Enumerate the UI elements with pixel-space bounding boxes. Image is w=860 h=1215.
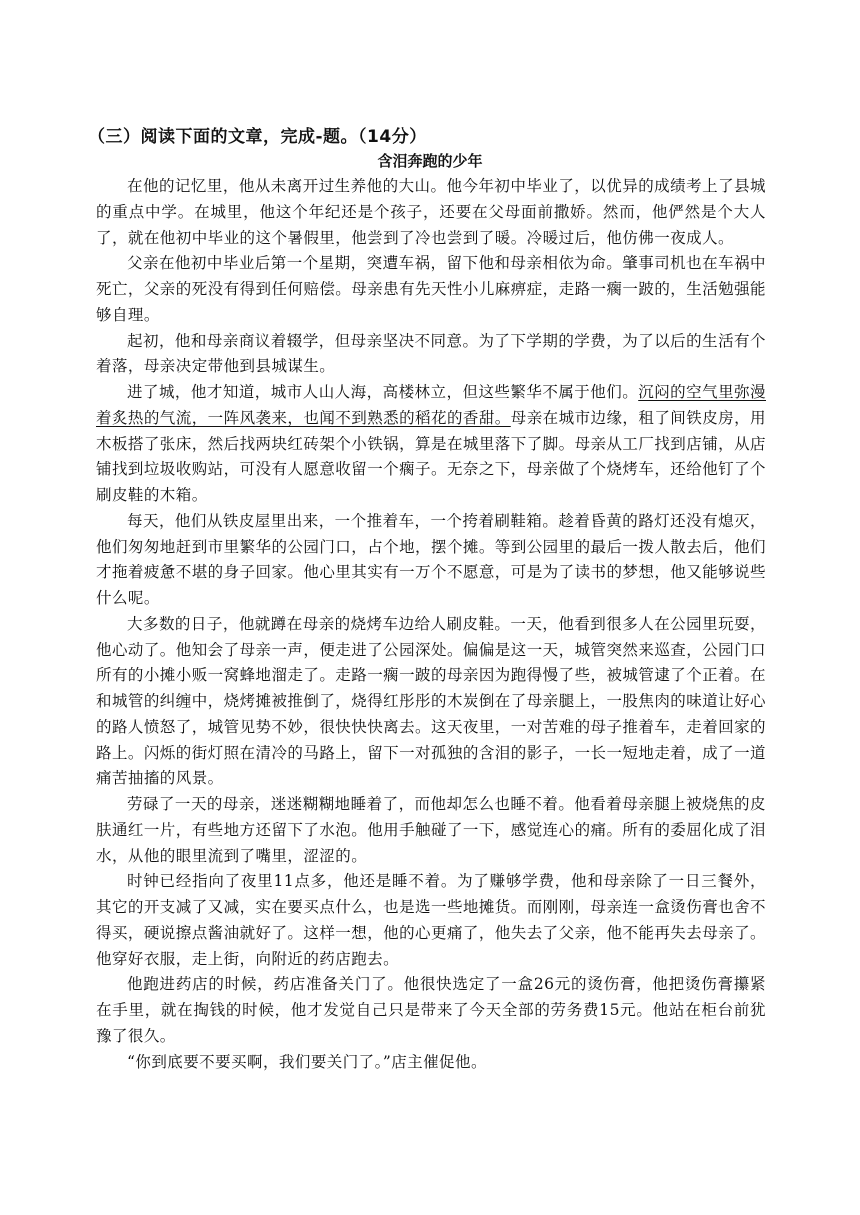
paragraph-7: 劳碌了一天的母亲，迷迷糊糊地睡着了，而他却怎么也睡不着。他看着母亲腿上被烧焦的皮肤通红一片，有些地方还留下了水泡。他用手触碰了一下，感觉连心的痛。所有的委屈化成了泪水，从他的眼里流到了嘴里，涩涩的。 [96,795,766,865]
paragraph-5: 每天，他们从铁皮屋里出来，一个推着车，一个挎着刷鞋箱。趁着昏黄的路灯还没有熄灭，他们匆匆地赶到市里繁华的公园门口，占个地，摆个摊。等到公园里的最后一拨人散去后，他们才拖着疲惫不堪的身子回家。他心里其实有一万个不愿意，可是为了读书的梦想，他又能够说些什么呢。 [96,511,766,607]
article-body [96,174,766,1075]
paragraph-4-rest: 母亲在城市边缘，租了间铁皮房，用木板搭了张床，然后找两块红砖架个小铁锅，算是在城里落下了脚。母亲从工厂找到店铺，从店铺找到垃圾收购站，可没有人愿意收留一个瘸子。无奈之下，母亲做了个烧烤车，还给他钉了个刷皮鞋的木箱。 [96,408,767,504]
paragraph-3: 起初，他和母亲商议着辍学，但母亲坚决不同意。为了下学期的学费，为了以后的生活有个着落，母亲决定带他到县城谋生。 [96,331,766,376]
underlined-sentence: 沉闷的空气里弥漫着炙热的气流，一阵风袭来，也闻不到熟悉的稻花的香甜。 [96,383,766,427]
section-heading: （三）阅读下面的文章，完成-题。（14分） [88,127,427,147]
paragraph-8: 时钟已经指向了夜里11点多，他还是睡不着。为了赚够学费，他和母亲除了一日三餐外，其它的开支减了又减，实在要买点什么，也是选一些地摊货。而刚刚，母亲连一盒烫伤膏也舍不得买，硬说擦点酱油就好了。这样一想，他的心更痛了，他失去了父亲，他不能再失去母亲了。他穿好衣服，走上街，向附近的药店跑去。 [96,872,766,968]
paragraph-1: 在他的记忆里，他从未离开过生养他的大山。他今年初中毕业了，以优异的成绩考上了县城的重点中学。在城里，他这个年纪还是个孩子，还要在父母面前撒娇。然而，他俨然是个大人了，就在他初中毕业的这个暑假里，他尝到了冷也尝到了暖。冷暖过后，他仿佛一夜成人。 [96,177,766,247]
paragraph-4 [96,380,766,509]
paragraph-9: 他跑进药店的时候，药店准备关门了。他很快选定了一盒26元的烫伤膏，他把烫伤膏攥紧在手里，就在掏钱的时候，他才发觉自己只是带来了今天全部的劳务费15元。他站在柜台前犹豫了很久。 [96,975,766,1045]
article-title: 含泪奔跑的少年 [377,152,483,170]
paragraph-10: “你到底要不要买啊，我们要关门了。”店主催促他。 [127,1052,487,1071]
paragraph-4-lead: 进了城，他才知道，城市人山人海，高楼林立，但这些繁华不属于他们。 [127,383,639,401]
paragraph-6: 大多数的日子，他就蹲在母亲的烧烤车边给人刷皮鞋。一天，他看到很多人在公园里玩耍，他心动了。他知会了母亲一声，便走进了公园深处。偏偏是这一天，城管突然来巡查，公园门口所有的小摊小贩一窝蜂地溜走了。走路一瘸一跛的母亲因为跑得慢了些，被城管逮了个正着。在和城管的纠缠中，烧烤摊被推倒了，烧得红彤彤的木炭倒在了母亲腿上，一股焦肉的味道让好心的路人愤怒了，城管见势不妙，很快快快离去。这天夜里，一对苦难的母子推着车，走着回家的路上。闪烁的街灯照在清冷的马路上，留下一对孤独的含泪的影子，一长一短地走着，成了一道痛苦抽搐的风景。 [96,614,766,788]
paragraph-2: 父亲在他初中毕业后第一个星期，突遭车祸，留下他和母亲相依为命。肇事司机也在车祸中死亡，父亲的死没有得到任何赔偿。母亲患有先天性小儿麻痹症，走路一瘸一跛的，生活勉强能够自理。 [96,254,766,324]
